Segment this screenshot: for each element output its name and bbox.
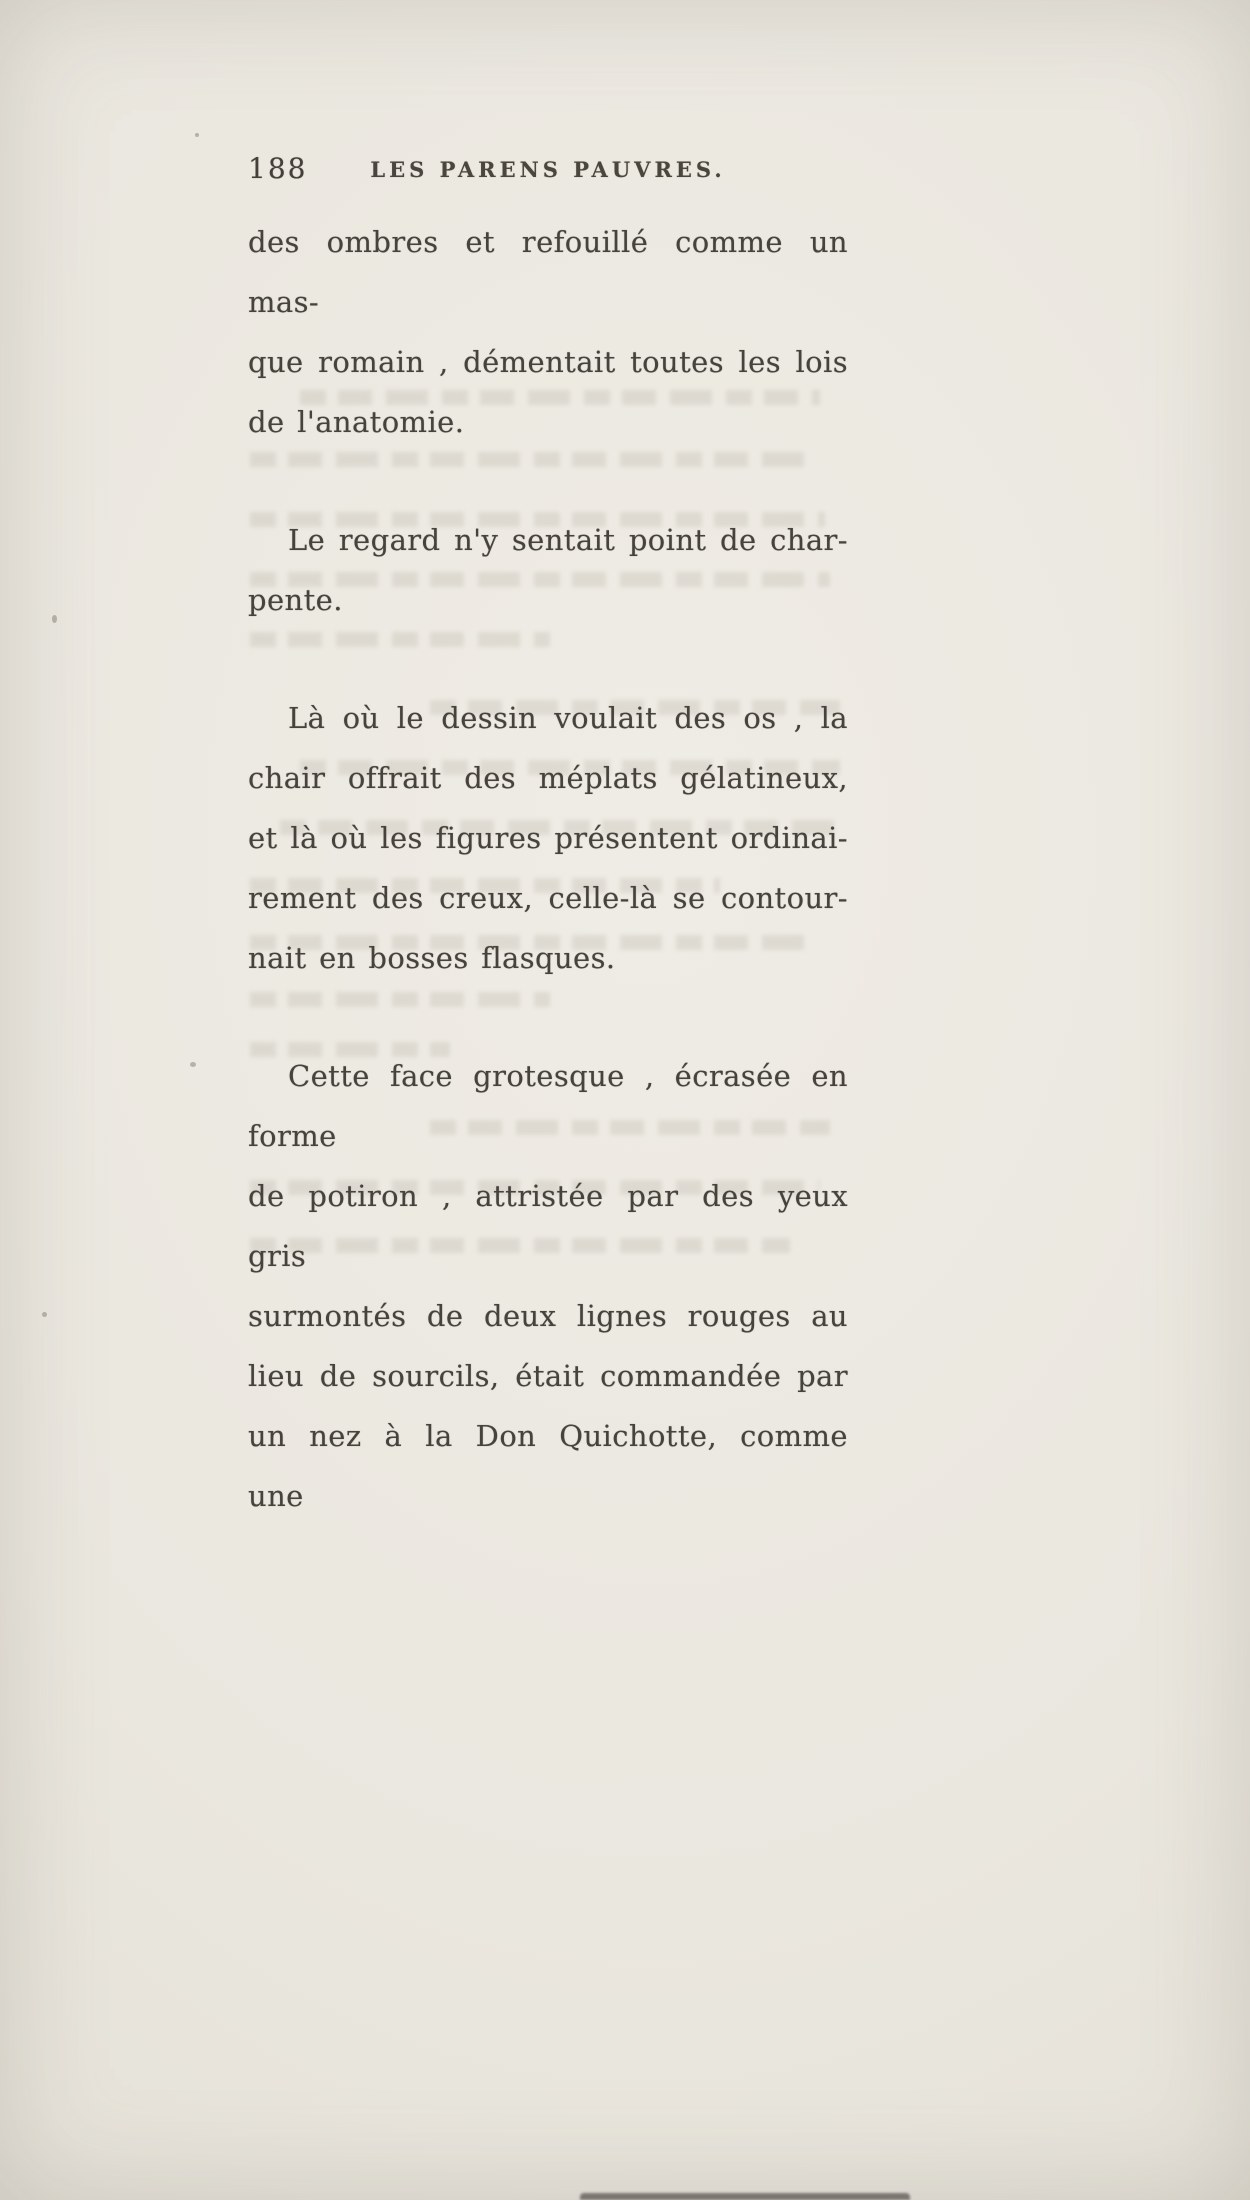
dust-speck — [42, 1312, 47, 1317]
text-line: lieu de sourcils, était commandée par — [248, 1359, 848, 1393]
page-number: 188 — [248, 152, 308, 185]
running-title: LES PARENS PAUVRES. — [370, 157, 726, 182]
text-line: un nez à la Don Quichotte, comme une — [248, 1419, 848, 1513]
dust-speck — [195, 133, 199, 137]
text-line: rement des creux, celle-là se contour- — [248, 881, 848, 915]
page-header — [248, 150, 848, 188]
text-line: chair offrait des méplats gélatineux, — [248, 761, 848, 795]
text-line: de potiron , attristée par des yeux gris — [248, 1179, 848, 1273]
paragraph — [248, 510, 848, 630]
text-line: Là où le dessin voulait des os , la — [288, 701, 848, 735]
text-line: surmontés de deux lignes rouges au — [248, 1299, 848, 1333]
text-line: pente. — [248, 583, 343, 617]
text-line: que romain , démentait toutes les lois — [248, 345, 848, 379]
text-line: et là où les figures présentent ordinai- — [248, 821, 848, 855]
scan-edge-shadow — [580, 2193, 910, 2200]
text-line: Le regard n'y sentait point de char- — [288, 523, 848, 557]
page-text — [248, 212, 848, 1526]
paragraph — [248, 688, 848, 988]
dust-speck — [52, 615, 57, 623]
text-line: Cette face grotesque , écrasée en forme — [248, 1059, 848, 1153]
text-line: de l'anatomie. — [248, 405, 465, 439]
paragraph — [248, 212, 848, 452]
dust-speck — [190, 1062, 196, 1067]
text-line: nait en bosses flasques. — [248, 941, 616, 975]
text-line: des ombres et refouillé comme un mas- — [248, 225, 848, 319]
paragraph — [248, 1046, 848, 1526]
